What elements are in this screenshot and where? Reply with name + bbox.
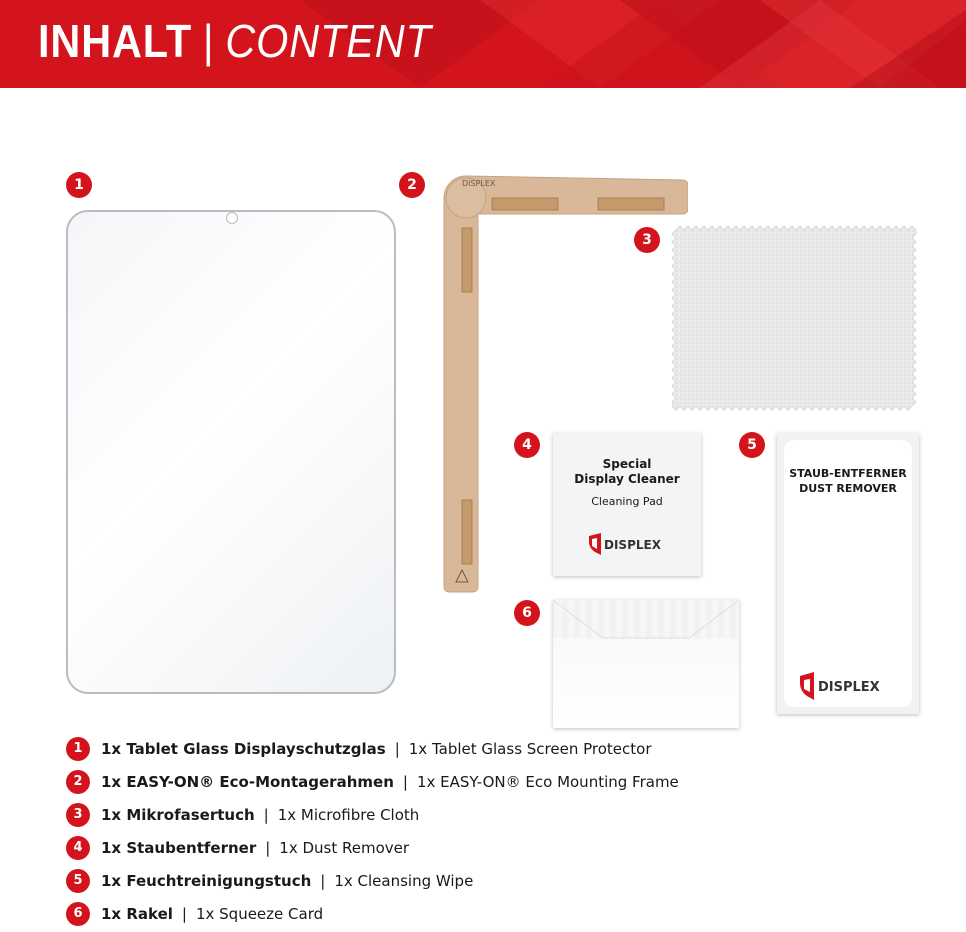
- display-cleaner-pad: [553, 433, 701, 576]
- title-german: INHALT: [38, 15, 193, 67]
- badge-2: 2: [399, 172, 425, 198]
- list-item: [66, 902, 866, 928]
- list-badge: 6: [66, 902, 90, 926]
- displex-logo: [798, 672, 902, 700]
- item-separator: |: [263, 806, 269, 824]
- badge-6: 6: [514, 600, 540, 626]
- item-separator: |: [320, 872, 326, 890]
- dust-remover-strip: [777, 433, 919, 714]
- item-name-de: 1x Rakel: [101, 905, 173, 923]
- list-badge: 3: [66, 803, 90, 827]
- page-title: [38, 14, 432, 68]
- item-name-de: 1x Feuchtreinigungstuch: [101, 872, 312, 890]
- pad-title-line2: Display Cleaner: [574, 472, 680, 486]
- item-name-de: 1x Tablet Glass Displayschutzglas: [101, 740, 386, 758]
- item-name-de: 1x EASY-ON® Eco-Montagerahmen: [101, 773, 394, 791]
- item-name-de: 1x Mikrofasertuch: [101, 806, 255, 824]
- item-separator: |: [394, 740, 400, 758]
- item-name-en: 1x Tablet Glass Screen Protector: [408, 740, 652, 758]
- badge-3: 3: [634, 227, 660, 253]
- list-item: [66, 770, 866, 796]
- item-name-en: 1x Microfibre Cloth: [277, 806, 420, 824]
- list-item: [66, 869, 866, 895]
- item-separator: |: [181, 905, 187, 923]
- list-item: [66, 803, 866, 829]
- remover-brand: DISPLEX: [818, 680, 880, 695]
- list-badge: 2: [66, 770, 90, 794]
- item-name-en: 1x Cleansing Wipe: [334, 872, 474, 890]
- pad-brand: DISPLEX: [604, 538, 661, 552]
- pad-title-line1: Special: [602, 457, 652, 471]
- remover-title-de: STAUB-ENTFERNER: [789, 467, 907, 480]
- wipe-fold-lines: [553, 600, 739, 728]
- list-badge: 4: [66, 836, 90, 860]
- item-name-en: 1x EASY-ON® Eco Mounting Frame: [416, 773, 679, 791]
- camera-cutout: [226, 212, 238, 224]
- remover-title-en: DUST REMOVER: [799, 482, 897, 495]
- microfibre-cloth-image: [672, 226, 920, 414]
- item-separator: |: [265, 839, 271, 857]
- list-badge: 1: [66, 737, 90, 761]
- list-item: [66, 737, 866, 763]
- tablet-glass-image: [66, 210, 396, 694]
- badge-1: 1: [66, 172, 92, 198]
- title-separator: |: [202, 15, 215, 67]
- item-separator: |: [402, 773, 408, 791]
- item-name-en: 1x Squeeze Card: [195, 905, 324, 923]
- badge-5: 5: [739, 432, 765, 458]
- item-name-de: 1x Staubentferner: [101, 839, 257, 857]
- pad-subtitle: Cleaning Pad: [591, 495, 663, 508]
- header-banner: [0, 0, 966, 88]
- badge-4: 4: [514, 432, 540, 458]
- list-item: [66, 836, 866, 862]
- frame-brand-label: DISPLEX: [462, 179, 496, 188]
- list-badge: 5: [66, 869, 90, 893]
- displex-logo: [587, 533, 677, 555]
- title-english: CONTENT: [225, 15, 432, 67]
- squeeze-card-image: [553, 600, 739, 728]
- item-name-en: 1x Dust Remover: [279, 839, 410, 857]
